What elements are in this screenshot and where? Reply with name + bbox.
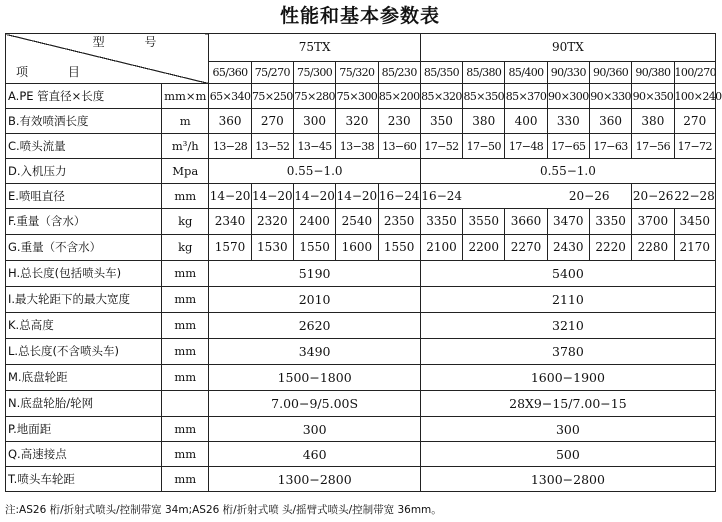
table-cell: 20−26 (632, 184, 674, 209)
table-cell: 3350 (420, 209, 462, 235)
model-header: 85/400 (505, 62, 547, 84)
table-cell: 22−28 (674, 184, 715, 209)
table-cell: 100×240 (674, 84, 715, 109)
table-cell-75tx: 7.00−9/5.00S (209, 391, 420, 417)
table-cell: 230 (378, 109, 420, 134)
table-cell: 14−20 (251, 184, 293, 209)
table-cell: 2220 (589, 235, 631, 261)
item-label: 项 目 (16, 65, 98, 79)
model-header: 90/380 (632, 62, 674, 84)
row-unit: mm (162, 261, 209, 287)
row-unit: kg (162, 235, 209, 261)
table-cell-75tx: 0.55−1.0 (209, 159, 420, 184)
table-cell: 360 (589, 109, 631, 134)
model-header: 85/380 (463, 62, 505, 84)
table-cell: 13−28 (209, 134, 251, 159)
row-label: E.喷咀直径 (6, 184, 162, 209)
table-cell: 380 (463, 109, 505, 134)
table-row (6, 391, 716, 417)
table-row (6, 339, 716, 365)
model-header: 75/320 (336, 62, 378, 84)
table-cell: 2100 (420, 235, 462, 261)
table-row (6, 287, 716, 313)
row-unit: mm (162, 442, 209, 467)
table-cell: 13−45 (293, 134, 335, 159)
table-cell-75tx: 5190 (209, 261, 420, 287)
table-cell: 17−48 (505, 134, 547, 159)
row-label: C.喷头流量 (6, 134, 162, 159)
table-row (6, 184, 716, 209)
table-title: 性能和基本参数表 (279, 5, 440, 27)
table-cell: 360 (209, 109, 251, 134)
table-cell-empty (463, 184, 505, 209)
table-cell-75tx: 3490 (209, 339, 420, 365)
table-row (6, 84, 716, 109)
table-cell: 330 (547, 109, 589, 134)
model-header: 90/360 (589, 62, 631, 84)
row-unit: m³/h (162, 134, 209, 159)
table-row (6, 235, 716, 261)
row-label: M.底盘轮距 (6, 365, 162, 391)
row-label: N.底盘轮胎/轮网 (6, 391, 162, 417)
table-cell-90tx: 28X9−15/7.00−15 (420, 391, 715, 417)
table-cell: 3350 (589, 209, 631, 235)
table-cell: 13−38 (336, 134, 378, 159)
table-cell: 400 (505, 109, 547, 134)
row-unit: mm (162, 184, 209, 209)
table-row (6, 109, 716, 134)
row-label: H.总长度(包括喷头车) (6, 261, 162, 287)
table-cell: 16−24 (378, 184, 420, 209)
table-cell: 380 (632, 109, 674, 134)
table-cell: 13−60 (378, 134, 420, 159)
table-row (6, 417, 716, 442)
table-cell-75tx: 300 (209, 417, 420, 442)
row-label: K.总高度 (6, 313, 162, 339)
header-diagonal-cell (6, 34, 209, 84)
table-cell-90tx: 300 (420, 417, 715, 442)
table-cell: 14−20 (293, 184, 335, 209)
table-cell: 1570 (209, 235, 251, 261)
row-label: I.最大轮距下的最大宽度 (6, 287, 162, 313)
table-cell: 300 (293, 109, 335, 134)
table-cell-90tx: 2110 (420, 287, 715, 313)
table-cell: 75×250 (251, 84, 293, 109)
row-unit: mm (162, 287, 209, 313)
table-cell: 3450 (674, 209, 715, 235)
row-label: B.有效喷洒长度 (6, 109, 162, 134)
table-cell: 270 (674, 109, 715, 134)
table-cell: 14−20 (336, 184, 378, 209)
table-cell: 90×350 (632, 84, 674, 109)
table-row (6, 467, 716, 492)
row-label: L.总长度(不含喷头车) (6, 339, 162, 365)
table-cell: 350 (420, 109, 462, 134)
table-row (6, 209, 716, 235)
model-header: 90/330 (547, 62, 589, 84)
model-header: 100/270 (674, 62, 715, 84)
table-cell: 90×330 (589, 84, 631, 109)
table-cell-75tx: 460 (209, 442, 420, 467)
table-cell: 3470 (547, 209, 589, 235)
table-cell-90tx: 0.55−1.0 (420, 159, 715, 184)
row-label: F.重量（含水） (6, 209, 162, 235)
row-unit: mm (162, 417, 209, 442)
table-cell: 270 (251, 109, 293, 134)
model-header: 75/300 (293, 62, 335, 84)
row-label: A.PE 管直径×长度 (6, 84, 162, 109)
table-cell-75tx: 2010 (209, 287, 420, 313)
row-unit: mm (162, 313, 209, 339)
table-cell: 14−20 (209, 184, 251, 209)
table-cell: 2400 (293, 209, 335, 235)
table-cell: 2540 (336, 209, 378, 235)
table-row (6, 442, 716, 467)
table-cell: 85×320 (420, 84, 462, 109)
row-unit: mm (162, 365, 209, 391)
table-cell: 1600 (336, 235, 378, 261)
model-header: 65/360 (209, 62, 251, 84)
table-cell: 65×340 (209, 84, 251, 109)
table-cell-90tx: 1300−2800 (420, 467, 715, 492)
table-cell: 17−50 (463, 134, 505, 159)
row-unit: mm (162, 339, 209, 365)
row-label: D.入机压力 (6, 159, 162, 184)
table-cell: 16−24 (420, 184, 462, 209)
table-cell: 17−65 (547, 134, 589, 159)
row-unit: m (162, 109, 209, 134)
table-cell-90tx: 1600−1900 (420, 365, 715, 391)
table-cell: 2280 (632, 235, 674, 261)
table-cell-90tx: 3780 (420, 339, 715, 365)
table-cell: 85×350 (463, 84, 505, 109)
table-cell: 2200 (463, 235, 505, 261)
table-cell: 1530 (251, 235, 293, 261)
row-unit: kg (162, 209, 209, 235)
table-cell: 20−26 (547, 184, 632, 209)
table-cell: 85×370 (505, 84, 547, 109)
group-90tx: 90TX (420, 34, 715, 62)
spec-table (5, 33, 722, 492)
table-cell: 1550 (293, 235, 335, 261)
table-cell-75tx: 1300−2800 (209, 467, 420, 492)
table-cell: 2430 (547, 235, 589, 261)
row-unit: mm×m (162, 84, 209, 109)
row-unit: Mpa (162, 159, 209, 184)
header-row-group (6, 34, 716, 62)
footnote: 注:AS26 桁/折射式喷头/控制带宽 34m;AS26 桁/折射式喷 头/摇臂式喷头/控制带宽 36mm。 (5, 504, 442, 516)
model-header: 85/230 (378, 62, 420, 84)
table-cell: 17−63 (589, 134, 631, 159)
row-label: G.重量（不含水） (6, 235, 162, 261)
table-row (6, 261, 716, 287)
table-cell: 13−52 (251, 134, 293, 159)
table-row (6, 134, 716, 159)
table-cell: 2340 (209, 209, 251, 235)
table-cell: 90×300 (547, 84, 589, 109)
table-cell: 2170 (674, 235, 715, 261)
table-cell: 3660 (505, 209, 547, 235)
table-row (6, 313, 716, 339)
table-cell-90tx: 500 (420, 442, 715, 467)
model-label: 型 号 (92, 35, 175, 49)
group-75tx: 75TX (209, 34, 420, 62)
table-cell: 75×300 (336, 84, 378, 109)
table-cell: 1550 (378, 235, 420, 261)
table-cell-empty (505, 184, 547, 209)
table-cell-90tx: 5400 (420, 261, 715, 287)
table-row (6, 365, 716, 391)
row-label: T.喷头车轮距 (6, 467, 162, 492)
table-row (6, 159, 716, 184)
table-cell: 17−52 (420, 134, 462, 159)
table-cell: 2320 (251, 209, 293, 235)
table-cell-90tx: 3210 (420, 313, 715, 339)
table-cell-75tx: 1500−1800 (209, 365, 420, 391)
table-cell: 2350 (378, 209, 420, 235)
table-cell: 17−72 (674, 134, 715, 159)
row-unit (162, 391, 209, 417)
table-cell: 2270 (505, 235, 547, 261)
model-header: 85/350 (420, 62, 462, 84)
table-cell-75tx: 2620 (209, 313, 420, 339)
table-cell: 17−56 (632, 134, 674, 159)
row-label: Q.高速接点 (6, 442, 162, 467)
table-cell: 3550 (463, 209, 505, 235)
table-cell: 85×200 (378, 84, 420, 109)
table-cell: 75×280 (293, 84, 335, 109)
row-unit: mm (162, 467, 209, 492)
row-label: P.地面距 (6, 417, 162, 442)
model-header: 75/270 (251, 62, 293, 84)
table-cell: 320 (336, 109, 378, 134)
table-cell: 3700 (632, 209, 674, 235)
